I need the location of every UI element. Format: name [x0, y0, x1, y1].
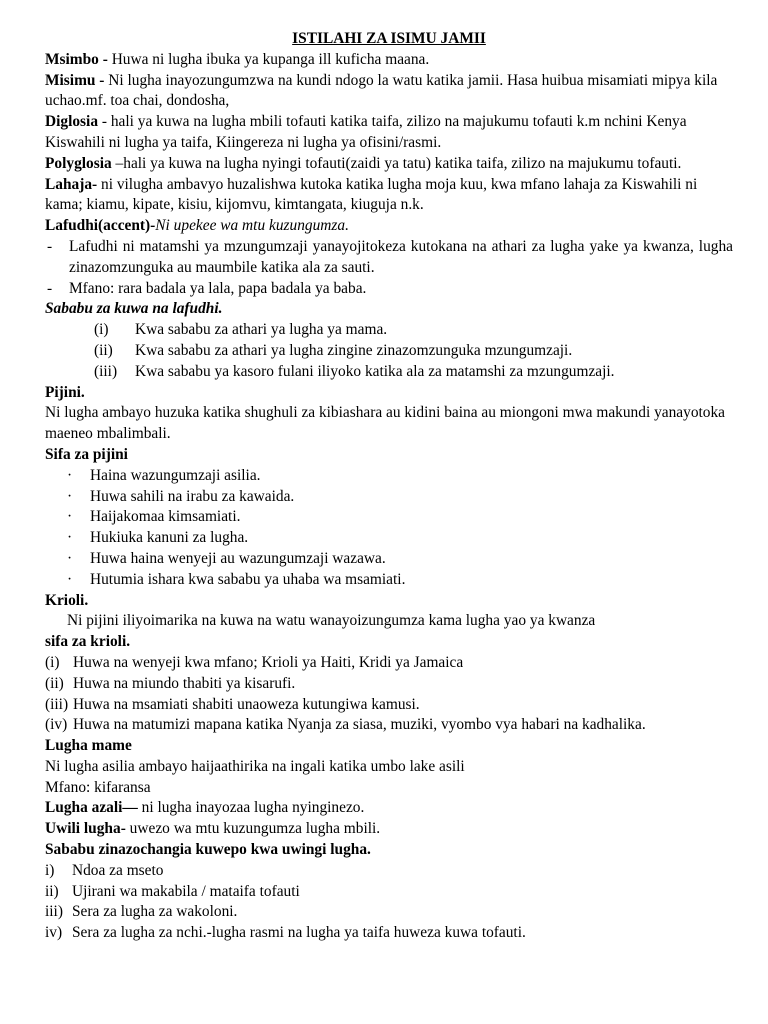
heading-text: sifa za krioli. — [45, 633, 131, 651]
term-label: Diglosia — [45, 113, 99, 131]
term-label: Lugha azali— — [45, 799, 138, 817]
section-heading — [45, 840, 733, 861]
definition-lahaja — [45, 175, 733, 217]
list-item — [45, 715, 733, 736]
list-marker: (iii) — [94, 362, 118, 380]
definition-text: uwezo wa mtu kuzungumza lugha mbili. — [125, 820, 381, 838]
list-item-text: Kwa sababu ya kasoro fulani iliyoko katika ala za matamshi za mzungumzaji. — [135, 362, 615, 380]
list-marker: (ii) — [45, 674, 64, 692]
list-item — [45, 923, 733, 944]
bullet-icon: · — [67, 508, 73, 526]
definition-diglosia — [45, 112, 733, 154]
list-item — [45, 861, 733, 882]
section-heading — [45, 736, 733, 757]
list-item-text: Kwa sababu za athari ya lugha ya mama. — [135, 321, 388, 339]
definition-polyglosia — [45, 154, 733, 175]
list-item — [45, 362, 733, 383]
list-marker: - — [47, 237, 53, 255]
paragraph: Ni lugha ambayo huzuka katika shughuli za kibiashara au kidini baina au miongoni mwa makundi yanayotoka maeneo mbalimbali. — [45, 404, 726, 443]
definition-lugha-azali — [45, 798, 733, 819]
term-label: Msimbo - — [45, 50, 108, 68]
list-item-text: Ndoa za mseto — [72, 861, 164, 879]
list-item — [45, 507, 733, 528]
term-label: Lafudhi(accent)- — [45, 217, 156, 235]
definition-text: Ni lugha inayozungumzwa na kundi ndogo la watu katika jamii. Hasa huibua misamiati mipya kila uchao.mf. toa chai, dondosha, — [45, 71, 718, 110]
definition-text: –hali ya kuwa na lugha nyingi tofauti(zaidi ya tatu) katika taifa, zilizo na majukumu tofauti. — [111, 154, 682, 172]
list-marker: iv) — [45, 924, 63, 942]
heading-text: Sifa za pijini — [45, 445, 128, 463]
heading-text: Pijini. — [45, 383, 85, 401]
list-item-text: Haijakomaa kimsamiati. — [90, 508, 241, 526]
list-marker: (i) — [45, 653, 60, 671]
list-marker: (iv) — [45, 716, 68, 734]
bullet-icon: · — [67, 549, 73, 567]
definition-misimu — [45, 71, 733, 113]
bullet-icon: · — [67, 487, 73, 505]
paragraph: Ni pijini iliyoimarika na kuwa na watu wanayoizungumza kama lugha yao ya kwanza — [67, 612, 596, 630]
section-heading — [45, 383, 733, 404]
list-item-text: Mfano: rara badala ya lala, papa badala ya baba. — [69, 279, 367, 297]
list-item-text: Huwa na miundo thabiti ya kisarufi. — [73, 674, 296, 692]
list-item-text: Hukiuka kanuni za lugha. — [90, 529, 249, 547]
term-label: Misimu - — [45, 71, 105, 89]
list-item-text: Huwa haina wenyeji au wazungumzaji wazawa. — [90, 549, 386, 567]
list-marker: (ii) — [94, 341, 113, 359]
bullet-icon: · — [67, 529, 73, 547]
section-heading — [45, 445, 733, 466]
section-heading: Sababu za kuwa na lafudhi. — [45, 300, 223, 318]
list-item-text: Ujirani wa makabila / mataifa tofauti — [72, 882, 300, 900]
list-item — [45, 341, 733, 362]
definition-text: Ni upekee wa mtu kuzungumza. — [155, 217, 349, 235]
heading-text: Lugha mame — [45, 737, 132, 755]
term-label: Uwili lugha- — [45, 820, 126, 838]
list-item-text: Huwa sahili na irabu za kawaida. — [90, 487, 295, 505]
list-item-text: Huwa na matumizi mapana katika Nyanja za siasa, muziki, vyombo vya habari na kadhalika. — [73, 716, 646, 734]
list-item-text: Sera za lugha za nchi.-lugha rasmi na lugha ya taifa huweza kuwa tofauti. — [72, 924, 526, 942]
list-item — [45, 674, 733, 695]
document-title: ISTILAHI ZA ISIMU JAMII — [292, 30, 486, 47]
list-item-text: Sera za lugha za wakoloni. — [72, 903, 238, 921]
document-page — [45, 29, 733, 944]
list-item — [45, 882, 733, 903]
list-item-text: Haina wazungumzaji asilia. — [90, 466, 261, 484]
list-item — [45, 528, 733, 549]
list-item — [45, 279, 733, 300]
list-item-text: Lafudhi ni matamshi ya mzungumzaji yanayojitokeza kutokana na athari za lugha yake ya kwanza, lugha zinazomzunguka au maumbile katika ala za sauti. — [69, 237, 733, 276]
section-heading — [45, 591, 733, 612]
list-item — [45, 902, 733, 923]
definition-text: ni lugha inayozaa lugha nyinginezo. — [137, 799, 365, 817]
definition-lafudhi — [45, 216, 733, 237]
bullet-icon: · — [67, 570, 73, 588]
list-item-text: Kwa sababu za athari ya lugha zingine zinazomzunguka mzungumzaji. — [135, 341, 573, 359]
term-label: Lahaja- — [45, 175, 98, 193]
list-marker: i) — [45, 861, 55, 879]
heading-text: Sababu zinazochangia kuwepo kwa uwingi lugha. — [45, 841, 371, 859]
list-marker: (iii) — [45, 695, 69, 713]
definition-text: - hali ya kuwa na lugha mbili tofauti katika taifa, zilizo na majukumu tofauti k.m nchini Kenya Kiswahili ni lugha ya taifa, Kiingereza ni lugha ya ofisini/rasmi. — [45, 113, 687, 151]
list-item-text: Huwa na msamiati shabiti unaoweza kutungiwa kamusi. — [73, 695, 420, 713]
list-marker: (i) — [94, 321, 109, 339]
list-item-text: Hutumia ishara kwa sababu ya uhaba wa msamiati. — [90, 570, 406, 588]
term-label: Polyglosia — [45, 154, 112, 172]
list-item — [45, 320, 733, 341]
list-item — [45, 570, 733, 591]
list-item-text: Huwa na wenyeji kwa mfano; Krioli ya Haiti, Kridi ya Jamaica — [73, 653, 464, 671]
list-marker: ii) — [45, 882, 59, 900]
definition-text: ni vilugha ambavyo huzalishwa kutoka katika lugha moja kuu, kwa mfano lahaja za Kiswahili ni kama; kiamu, kipate, kisiu, kijomvu, kimtangata, kiuguja n.k. — [45, 175, 698, 214]
definition-text: Huwa ni lugha ibuka ya kupanga ill kuficha maana. — [107, 50, 430, 68]
list-item — [45, 487, 733, 508]
paragraph: Ni lugha asilia ambayo haijaathirika na ingali katika umbo lake asili — [45, 757, 465, 775]
bullet-icon: · — [67, 466, 73, 484]
list-marker: - — [47, 279, 53, 297]
list-item — [45, 237, 733, 279]
definition-uwili-lugha — [45, 819, 733, 840]
list-marker: iii) — [45, 903, 63, 921]
definition-msimbo — [45, 50, 733, 71]
section-heading — [45, 632, 733, 653]
heading-text: Krioli. — [45, 591, 89, 609]
example-text: Mfano: kifaransa — [45, 778, 151, 796]
list-item — [45, 695, 733, 716]
list-item — [45, 549, 733, 570]
list-item — [45, 653, 733, 674]
list-item — [45, 466, 733, 487]
